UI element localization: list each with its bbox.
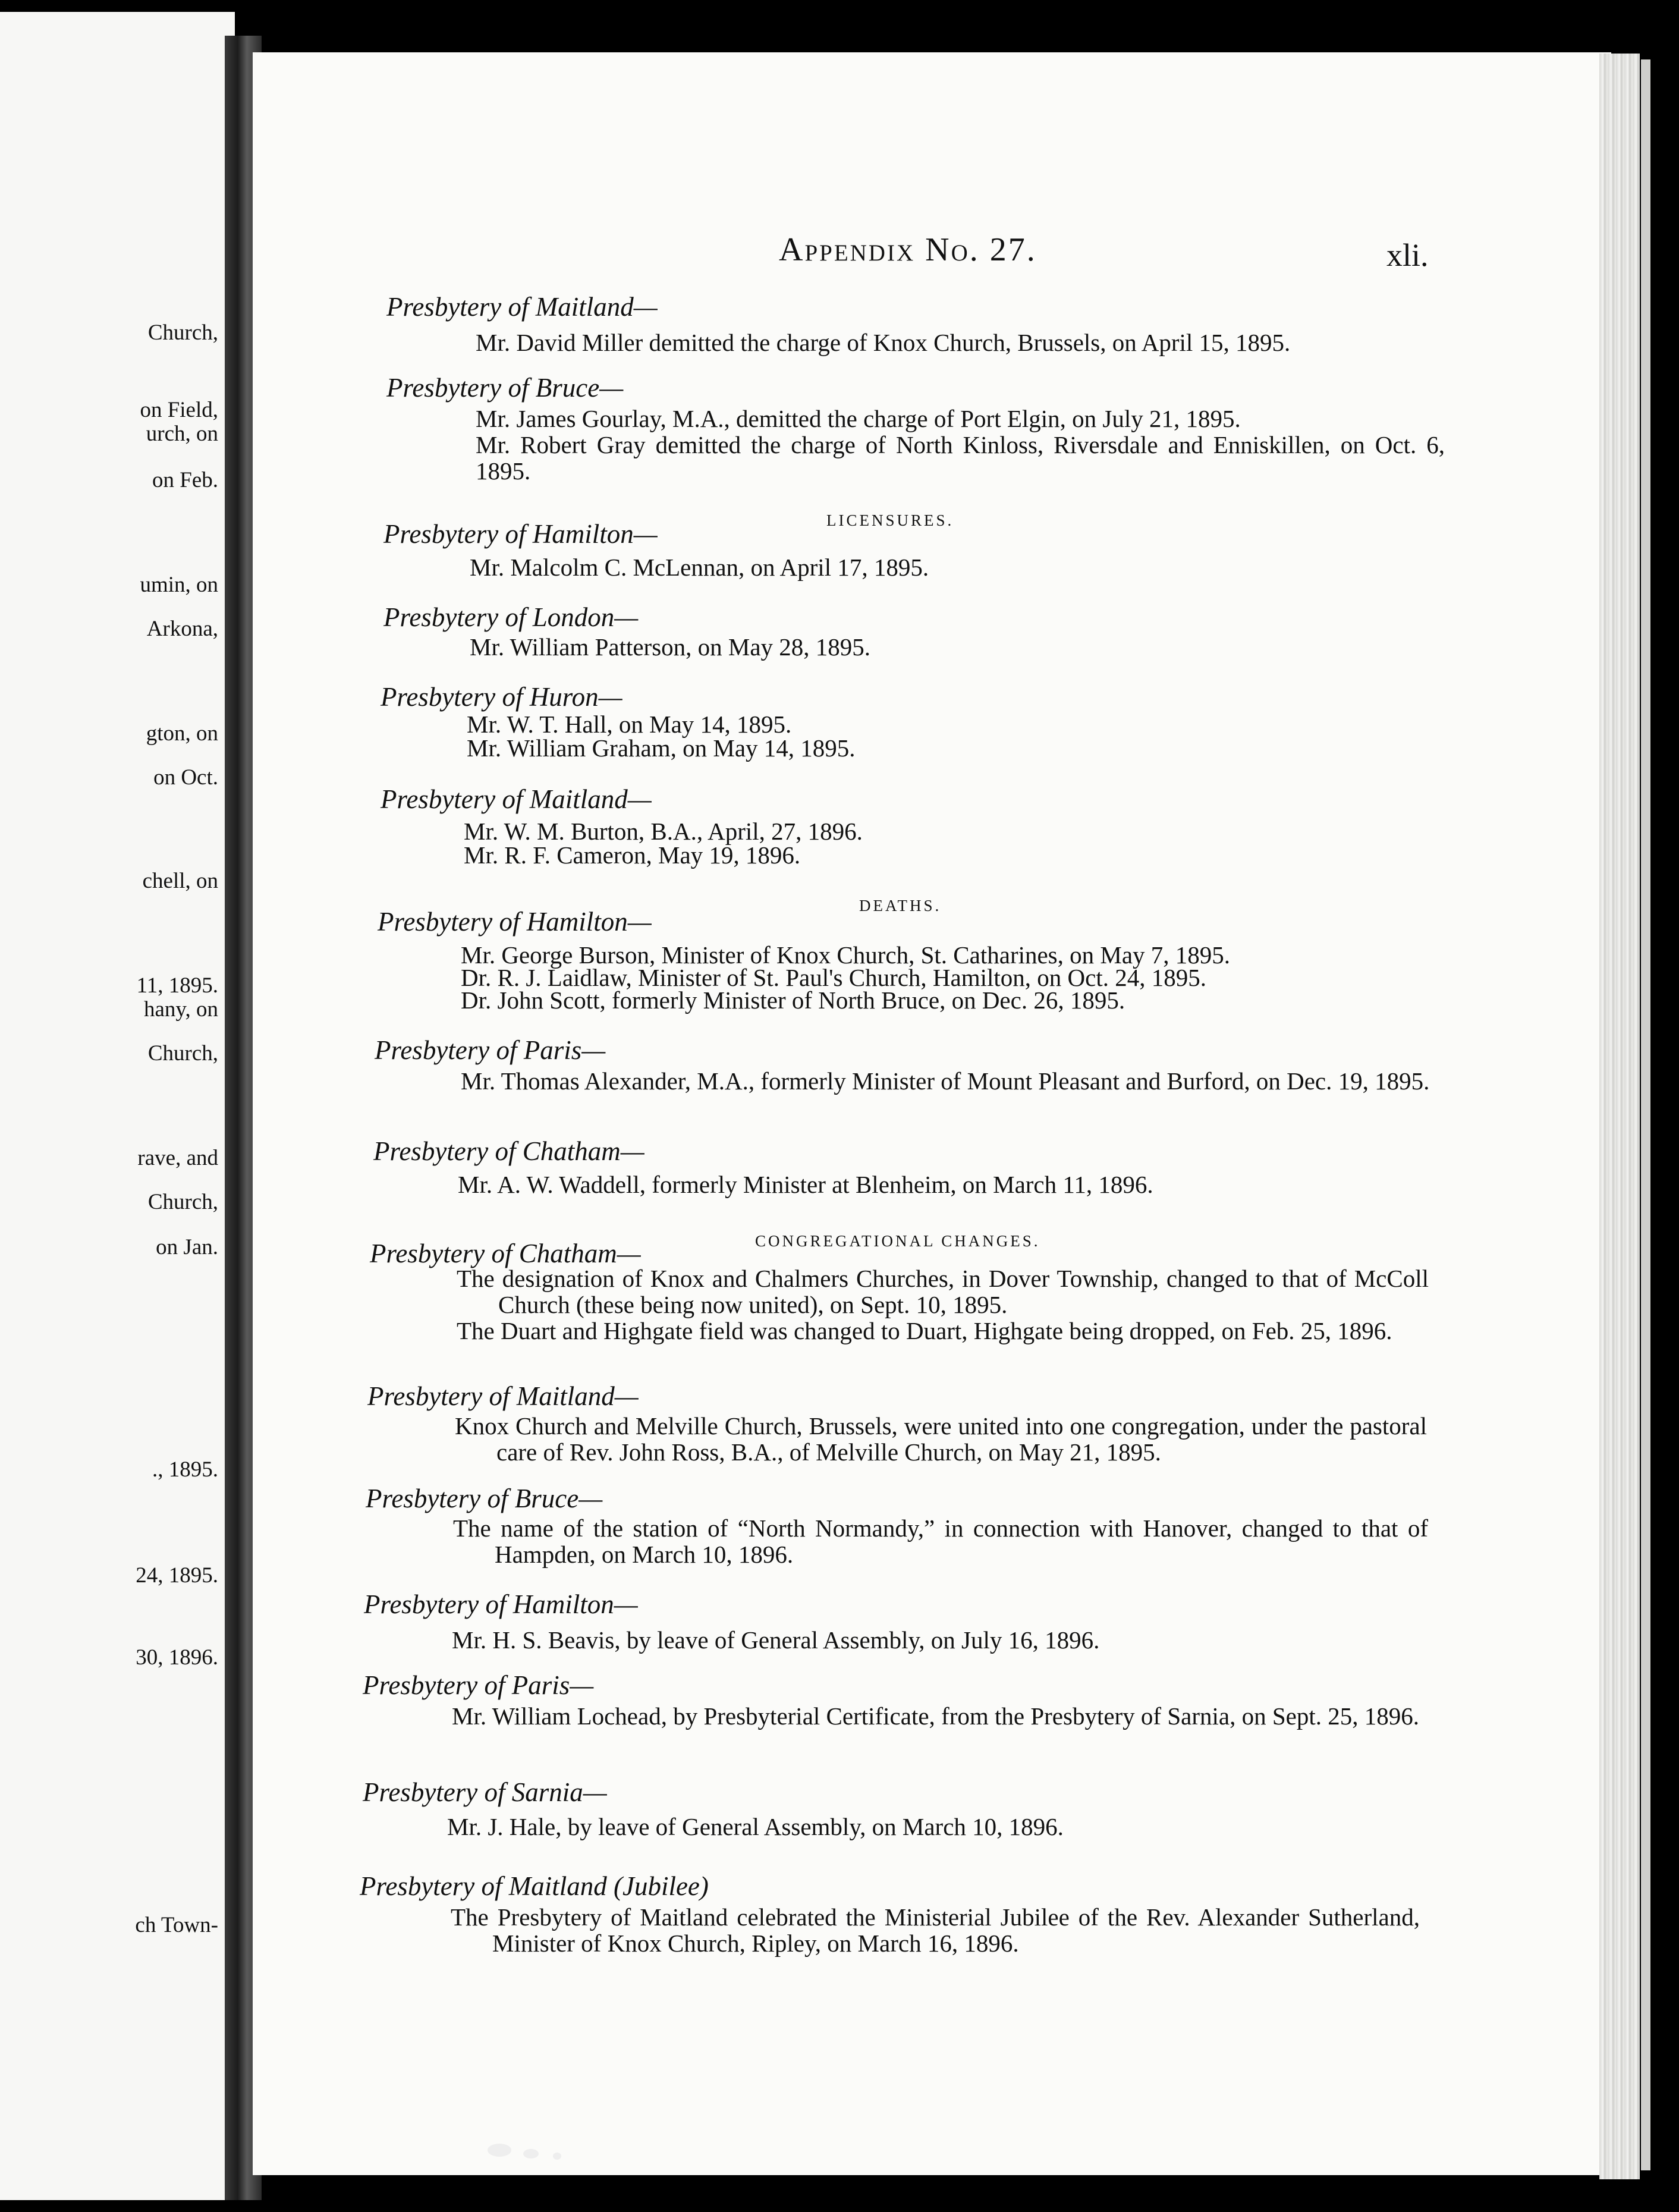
record-entry: Mr. George Burson, Minister of Knox Church, St. Catharines, on May 7, 1895. bbox=[461, 941, 1231, 969]
record-entry: Mr. James Gourlay, M.A., demitted the charge of Port Elgin, on July 21, 1895. bbox=[476, 405, 1241, 432]
presbytery-heading: Presbytery of London— bbox=[383, 602, 639, 632]
record-entry: Mr. Thomas Alexander, M.A., formerly Minister of Mount Pleasant and Burford, on Dec. 19, 1895. bbox=[461, 1067, 1430, 1095]
presbytery-heading: Presbytery of Hamilton— bbox=[364, 1589, 638, 1619]
record-entry: Mr. William Graham, on May 14, 1895. bbox=[467, 734, 856, 762]
record-entry: Mr. H. S. Beavis, by leave of General Assembly, on July 16, 1896. bbox=[452, 1626, 1100, 1654]
section-title: DEATHS. bbox=[859, 897, 942, 915]
left-fragment: umin, on bbox=[140, 573, 218, 597]
running-head bbox=[779, 231, 1037, 269]
scan-speck bbox=[488, 2144, 511, 2157]
presbytery-heading: Presbytery of Chatham— bbox=[370, 1239, 641, 1268]
presbytery-heading: Presbytery of Maitland— bbox=[381, 784, 652, 814]
left-fragment: on Jan. bbox=[156, 1235, 218, 1259]
record-entry: The Duart and Highgate field was changed to Duart, Highgate being dropped, on Feb. 25, 1896. bbox=[457, 1317, 1392, 1344]
presbytery-heading: Presbytery of Paris— bbox=[375, 1035, 606, 1065]
left-fragment: Church, bbox=[147, 1190, 218, 1214]
page-edge-shadow bbox=[1641, 59, 1650, 2170]
section-title: CONGREGATIONAL CHANGES. bbox=[755, 1232, 1040, 1250]
left-fragment: Church, bbox=[147, 1041, 218, 1066]
scan-speck bbox=[553, 2153, 561, 2160]
presbytery-heading: Presbytery of Bruce— bbox=[386, 373, 624, 403]
left-fragment: chell, on bbox=[142, 869, 218, 893]
presbytery-heading: Presbytery of Maitland— bbox=[386, 292, 658, 322]
presbytery-heading: Presbytery of Paris— bbox=[363, 1670, 594, 1700]
record-entry: Mr. David Miller demitted the charge of Knox Church, Brussels, on April 15, 1895. bbox=[476, 329, 1291, 356]
page-edge-stack bbox=[1599, 54, 1640, 2179]
left-fragment: 24, 1895. bbox=[136, 1563, 218, 1588]
record-entry: Mr. W. M. Burton, B.A., April, 27, 1896. bbox=[464, 818, 863, 845]
scan-speck bbox=[523, 2149, 539, 2158]
left-fragment: urch, on bbox=[146, 422, 218, 446]
presbytery-heading: Presbytery of Hamilton— bbox=[383, 519, 658, 549]
left-fragment: rave, and bbox=[137, 1146, 218, 1170]
record-entry: Mr. W. T. Hall, on May 14, 1895. bbox=[467, 711, 792, 738]
record-entry: Mr. Malcolm C. McLennan, on April 17, 1895. bbox=[470, 554, 929, 581]
left-fragment: hany, on bbox=[143, 997, 218, 1022]
presbytery-heading: Presbytery of Huron— bbox=[381, 682, 622, 712]
record-entry: Mr. William Lochead, by Presbyterial Certificate, from the Presbytery of Sarnia, on Sept. 25, 1896. bbox=[452, 1702, 1419, 1730]
record-entry: Mr. A. W. Waddell, formerly Minister at Blenheim, on March 11, 1896. bbox=[458, 1171, 1153, 1198]
record-entry: Mr. Robert Gray demitted the charge of North Kinloss, Riversdale and Enniskillen, on Oct. 6, 1895. bbox=[476, 431, 1445, 485]
main-page bbox=[253, 52, 1611, 2175]
presbytery-heading: Presbytery of Bruce— bbox=[366, 1484, 603, 1513]
left-fragment: gton, on bbox=[146, 721, 218, 746]
left-fragment: ch Town- bbox=[135, 1913, 218, 1937]
record-entry: Dr. R. J. Laidlaw, Minister of St. Paul's Church, Hamilton, on Oct. 24, 1895. bbox=[461, 964, 1207, 991]
presbytery-heading: Presbytery of Hamilton— bbox=[378, 907, 652, 937]
record-entry: Mr. R. F. Cameron, May 19, 1896. bbox=[464, 841, 801, 869]
presbytery-heading: Presbytery of Sarnia— bbox=[363, 1777, 607, 1807]
section-title: LICENSURES. bbox=[826, 511, 954, 529]
running-head-title: Appendix No. 27. bbox=[779, 231, 1037, 268]
record-entry: Knox Church and Melville Church, Brussels, were united into one congregation, under the pastoral care of Rev. John Ross, B.A., of Melville Church, on May 21, 1895. bbox=[455, 1412, 1427, 1466]
presbytery-heading: Presbytery of Maitland— bbox=[367, 1381, 639, 1411]
left-fragment: ., 1895. bbox=[152, 1457, 218, 1482]
left-fragment: on Feb. bbox=[152, 468, 218, 492]
left-fragment: Church, bbox=[147, 321, 218, 345]
record-entry: The name of the station of “North Normandy,” in connection with Hanover, changed to that of Hampden, on March 10, 1896. bbox=[453, 1515, 1428, 1568]
record-entry: Mr. William Patterson, on May 28, 1895. bbox=[470, 633, 871, 661]
record-entry: Mr. J. Hale, by leave of General Assembly, on March 10, 1896. bbox=[447, 1813, 1064, 1840]
left-fragment: Arkona, bbox=[146, 617, 218, 641]
record-entry: Dr. John Scott, formerly Minister of North Bruce, on Dec. 26, 1895. bbox=[461, 986, 1125, 1014]
left-fragment: 30, 1896. bbox=[136, 1645, 218, 1670]
page-number: xli. bbox=[1386, 237, 1429, 273]
left-fragment: on Field, bbox=[140, 398, 218, 422]
left-facing-page bbox=[0, 12, 235, 2200]
record-entry: The Presbytery of Maitland celebrated the Ministerial Jubilee of the Rev. Alexander Sutherland, Minister of Knox Church, Ripley, on March 16, 1896. bbox=[451, 1903, 1420, 1957]
left-fragment: 11, 1895. bbox=[136, 973, 218, 998]
presbytery-heading: Presbytery of Chatham— bbox=[373, 1136, 644, 1166]
record-entry: The designation of Knox and Chalmers Churches, in Dover Township, changed to that of McColl Church (these being now united), on Sept. 10, 1895. bbox=[457, 1265, 1429, 1318]
presbytery-heading: Presbytery of Maitland (Jubilee) bbox=[360, 1871, 709, 1901]
left-fragment: on Oct. bbox=[153, 765, 218, 790]
